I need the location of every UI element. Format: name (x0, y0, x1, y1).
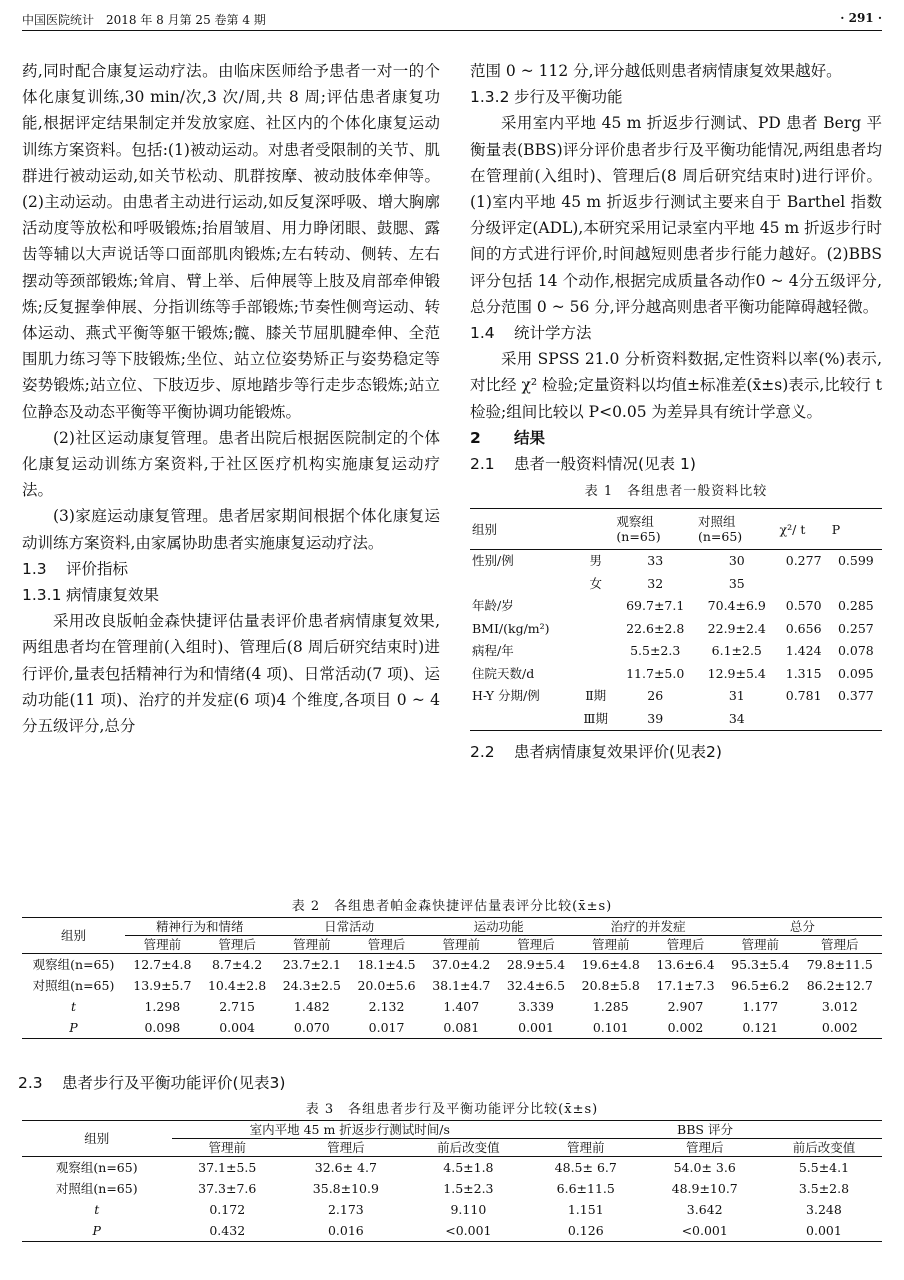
table1-header: 组别 (470, 509, 577, 550)
table-cell: 10.4±2.8 (207, 978, 267, 993)
table-cell: 1.407 (443, 999, 480, 1014)
table-row (470, 618, 882, 641)
sub-header: 管理前 (528, 1139, 643, 1157)
table-row (22, 996, 882, 1017)
subsection-heading: 1.3.2 步行及平衡功能 (470, 88, 623, 107)
dimension-header: 运动功能 (424, 918, 573, 936)
sub-header: 管理后 (798, 936, 882, 954)
table2-caption: 表 2 各组患者帕金森快捷评估量表评分比较(x̄±s) (291, 899, 613, 914)
table-cell: 0.570 (785, 598, 822, 614)
table3-caption: 表 3 各组患者步行及平衡功能评分比较(x̄±s) (305, 1102, 599, 1118)
table-cell: 6.6±11.5 (556, 1181, 615, 1197)
paragraph: 采用室内平地 45 m 折返步行测试、PD 患者 Berg 平衡量表(BBS)评分评价患者步行及平衡功能情况,两组患者均在管理前(入组时)、管理后(8 周后研究结束时)进行评价。(1)室内平地 45 m 折返步行测试主要来自于 Barthel 指数分级评定(ADL),本研究采用记录室内平地 45 m 折返步行时间的方式进行评价,时间越短则患者步行能力越好。(2)BBS 评分包括 14 个动作,根据完成质量各动作0 ~ 4分五级评分,总分范围 0 ~ 56 分,评分越高则患者平衡功能障碍越轻微。 (470, 114, 882, 316)
table-cell (470, 573, 577, 596)
table-cell: 男 (589, 553, 602, 569)
sub-header: 管理后 (499, 936, 574, 954)
table-row (22, 1220, 882, 1242)
table-row (470, 708, 882, 731)
table-cell: P (92, 1223, 101, 1239)
table-cell: 观察组(n=65) (32, 957, 115, 972)
sub-header: 管理前 (573, 936, 648, 954)
table-row (470, 640, 882, 663)
table-cell: 23.7±2.1 (282, 957, 341, 972)
table-cell: Ⅱ期 (585, 688, 607, 704)
dimension-header: 总分 (723, 918, 882, 936)
table-cell: 35 (728, 575, 745, 591)
table-cell: 8.7±4.2 (211, 957, 263, 972)
table-cell: 12.7±4.8 (133, 957, 192, 972)
table-cell: 11.7±5.0 (626, 665, 685, 681)
table-cell: 96.5±6.2 (731, 978, 790, 993)
table-cell: 6.1±2.5 (711, 643, 762, 659)
table-cell: 0.001 (806, 1223, 842, 1239)
table-cell (577, 618, 614, 641)
table-row (470, 550, 882, 573)
table-cell: 28.9±5.4 (506, 957, 566, 972)
group-header: 组别 (22, 918, 125, 954)
table-cell: 观察组(n=65) (55, 1160, 138, 1176)
table-cell: 54.0± 3.6 (673, 1160, 736, 1176)
table-cell: 病程/年 (472, 643, 514, 659)
sub-header: 前后改变值 (409, 1139, 528, 1157)
sub-header: 管理后 (200, 936, 275, 954)
table-cell: 1.298 (144, 999, 181, 1014)
subsection-heading: 1.3.1 病情康复效果 (22, 586, 160, 605)
table-cell: 1.177 (742, 999, 779, 1014)
table-row (22, 1157, 882, 1179)
table-cell: 2.907 (667, 999, 704, 1014)
page-number: · 291 · (840, 11, 882, 25)
table-cell: 1.285 (592, 999, 629, 1014)
table-cell: 0.277 (785, 553, 822, 569)
table-cell: 0.017 (368, 1020, 405, 1035)
sub-header: 管理后 (349, 936, 424, 954)
table-cell (778, 573, 830, 596)
table-cell: 0.081 (443, 1020, 480, 1035)
table-cell: 37.0±4.2 (432, 957, 491, 972)
table-cell: 对照组(n=65) (32, 978, 115, 993)
table-cell: 32.6± 4.7 (314, 1160, 377, 1176)
table-cell: 1.482 (293, 999, 330, 1014)
table-cell: 22.6±2.8 (626, 620, 685, 636)
table-cell: 5.5±4.1 (798, 1160, 850, 1176)
table1-header: P (830, 509, 882, 550)
table-cell: 对照组(n=65) (55, 1181, 138, 1197)
table-cell: 20.8±5.8 (581, 978, 640, 993)
table1-header (577, 509, 614, 550)
table-cell: 20.0±5.6 (357, 978, 416, 993)
table1-header: 对照组 (n=65) (696, 509, 778, 550)
table-cell: 2.715 (219, 999, 255, 1014)
section-heading: 2 结果 (470, 428, 546, 447)
table-cell (577, 663, 614, 686)
table-cell: 0.656 (785, 620, 822, 636)
table-cell: 2.132 (368, 999, 405, 1014)
table-cell: 32.4±6.5 (506, 978, 566, 993)
dimension-header: 精神行为和情绪 (125, 918, 274, 936)
table-cell: 0.285 (837, 598, 874, 614)
table-cell: H-Y 分期/例 (472, 688, 540, 704)
paragraph: 采用 SPSS 21.0 分析资料数据,定性资料以率(%)表示,对比经 χ² 检验;定量资料以均值±标准差(x̄±s)表示,比较行 t 检验;组间比较以 P<0.05 为差异具有统计学意义。 (470, 350, 882, 421)
table-cell: 0.016 (327, 1223, 364, 1239)
table-row (470, 595, 882, 618)
sub-header: 管理前 (274, 936, 349, 954)
section-heading: 2.3 患者步行及平衡功能评价(见表3) (18, 1074, 286, 1092)
table-row (470, 663, 882, 686)
sub-header: 管理前 (424, 936, 499, 954)
table-cell: 0.257 (837, 620, 874, 636)
sub-header: 前后改变值 (766, 1139, 882, 1157)
table-cell: 30 (728, 553, 745, 569)
table-cell: 48.9±10.7 (671, 1181, 738, 1197)
table-cell (577, 595, 614, 618)
table-cell: <0.001 (445, 1223, 492, 1239)
running-header (22, 8, 882, 31)
table-cell: 19.6±4.8 (581, 957, 640, 972)
table-cell: 3.339 (518, 999, 554, 1014)
table-cell: 9.110 (450, 1202, 487, 1218)
table-cell: 12.9±5.4 (707, 665, 766, 681)
table-row (22, 1178, 882, 1199)
table1-header: χ²/ t (778, 509, 830, 550)
table-cell: 0.172 (209, 1202, 246, 1218)
paragraph: 范围 0 ~ 112 分,评分越低则患者病情康复效果越好。 (470, 62, 842, 80)
table-cell (778, 708, 830, 731)
table-cell: t (94, 1202, 100, 1218)
table3 (22, 1120, 882, 1242)
table-cell: 0.377 (837, 688, 874, 704)
table-cell: 31 (728, 688, 745, 704)
table-cell: 26 (647, 688, 664, 704)
paragraph: 药,同时配合康复运动疗法。由临床医师给予患者一对一的个体化康复训练,30 min/次,3 次/周,共 8 周;评估患者康复功能,根据评定结果制定并发放家庭、社区内的个体化康复运动训练方案资料。包括:(1)被动运动。对患者受限制的关节、肌群进行被动运动,如关节松动、肌群按摩、被动肢体牵伸等。(2)主动运动。由患者主动进行运动,如反复深呼吸、增大胸廓活动度等放松和呼吸锻炼;抬眉皱眉、用力睁闭眼、鼓腮、露齿等辅以大声说话等口面部肌肉锻炼;左右转动、侧转、左右摆动等颈部锻炼;耸肩、臂上举、后伸展等上肢及肩部牵伸锻炼;反复握拳伸展、分指训练等手部锻炼;节奏性侧弯运动、转体运动、燕式平衡等躯干锻炼;髋、膝关节屈肌腱牵伸、全范围肌力练习等下肢锻炼;坐位、站立位姿势矫正与姿势稳定等姿势锻炼;站立位、下肢迈步、原地踏步等行走步态锻炼;站立位静态及动态平衡等平衡协调功能锻炼。 (22, 62, 440, 421)
table-cell: 0.002 (667, 1020, 704, 1035)
table-row (22, 975, 882, 996)
table-cell: BMI/(kg/m²) (472, 620, 550, 636)
sub-header: 管理后 (648, 936, 723, 954)
table-cell (470, 708, 577, 731)
table-cell: <0.001 (681, 1223, 728, 1239)
table-cell: 1.315 (785, 665, 822, 681)
table-cell: 0.098 (144, 1020, 181, 1035)
table-cell: 38.1±4.7 (432, 978, 491, 993)
table-cell (830, 573, 882, 596)
section-heading: 1.4 统计学方法 (470, 324, 592, 343)
table-cell: 17.1±7.3 (656, 978, 715, 993)
left-column (22, 58, 440, 739)
table-cell: 48.5± 6.7 (554, 1160, 617, 1176)
table-cell: Ⅲ期 (583, 710, 608, 726)
table-cell: P (69, 1020, 78, 1035)
table-cell (830, 708, 882, 731)
table-cell: 69.7±7.1 (626, 598, 685, 614)
table-cell: t (70, 999, 76, 1014)
sub-header: 管理前 (125, 936, 200, 954)
sub-header: 管理后 (644, 1139, 766, 1157)
dimension-header: 日常活动 (274, 918, 423, 936)
table-cell: 0.432 (209, 1223, 246, 1239)
table-cell: 13.9±5.7 (133, 978, 192, 993)
paragraph: 采用改良版帕金森快捷评估量表评价患者病情康复效果,两组患者均在管理前(入组时)、管理后(8 周后研究结束时)进行评价,量表包括精神行为和情绪(4 项)、日常活动(7 项)、运动功能(11 项)、治疗的并发症(6 项)4 个维度,各项目 0 ~ 4 分五级评分,总分 (22, 612, 440, 736)
table-cell: 0.002 (821, 1020, 858, 1035)
table-cell: 5.5±2.3 (630, 643, 681, 659)
table2 (22, 917, 882, 1039)
table-row (470, 573, 882, 596)
table-cell: 13.6±6.4 (656, 957, 715, 972)
table-cell: 性别/例 (472, 553, 514, 569)
table-cell: 0.078 (837, 643, 874, 659)
table1 (470, 508, 882, 731)
table1-header: 观察组 (n=65) (614, 509, 696, 550)
table-cell: 35.8±10.9 (312, 1181, 379, 1197)
table-cell: 0.126 (567, 1223, 604, 1239)
dimension-header: 室内平地 45 m 折返步行测试时间/s (172, 1121, 529, 1139)
dimension-header: BBS 评分 (528, 1121, 882, 1139)
dimension-header: 治疗的并发症 (573, 918, 722, 936)
table-cell: 年龄/岁 (472, 598, 514, 614)
table-cell: 79.8±11.5 (806, 957, 873, 972)
table-cell: 3.248 (806, 1202, 842, 1218)
table-cell: 32 (647, 575, 664, 591)
table-row (22, 954, 882, 976)
paragraph: (2)社区运动康复管理。患者出院后根据医院制定的个体化康复运动训练方案资料,于社区医疗机构实施康复运动疗法。 (22, 428, 440, 500)
table-cell: 0.101 (592, 1020, 629, 1035)
table-cell: 0.095 (837, 665, 874, 681)
table-cell: 95.3±5.4 (731, 957, 790, 972)
right-column (470, 58, 882, 766)
table-cell: 39 (647, 710, 664, 726)
table-cell: 1.5±2.3 (443, 1181, 494, 1197)
table-cell: 70.4±6.9 (707, 598, 766, 614)
table-cell: 3.012 (821, 999, 858, 1014)
table-cell: 2.173 (327, 1202, 364, 1218)
sub-header: 管理前 (723, 936, 798, 954)
table2-block (22, 893, 882, 1039)
table-cell (577, 640, 614, 663)
table-cell: 0.599 (837, 553, 874, 569)
journal-info: 中国医院统计 2018 年 8 月第 25 卷第 4 期 (22, 13, 266, 27)
table-cell: 24.3±2.5 (282, 978, 341, 993)
table-cell: 0.781 (785, 688, 822, 704)
subsection-heading: 2.1 患者一般资料情况(见表 1) (470, 455, 696, 474)
table-row (470, 685, 882, 708)
table-cell: 0.070 (293, 1020, 330, 1035)
group-header: 组别 (22, 1121, 172, 1157)
sub-header: 管理前 (172, 1139, 283, 1157)
table-cell: 22.9±2.4 (707, 620, 766, 636)
table-cell: 0.001 (518, 1020, 554, 1035)
table-cell: 4.5±1.8 (443, 1160, 494, 1176)
table-cell: 女 (589, 575, 602, 591)
section-heading: 1.3 评价指标 (22, 559, 129, 578)
table-cell: 3.642 (686, 1202, 723, 1218)
table-cell: 37.3±7.6 (198, 1181, 257, 1197)
table-cell: 34 (728, 710, 745, 726)
table-row (22, 1199, 882, 1220)
table-cell: 18.1±4.5 (357, 957, 416, 972)
table-cell: 1.151 (567, 1202, 604, 1218)
sub-header: 管理后 (283, 1139, 409, 1157)
table-cell: 0.004 (219, 1020, 255, 1035)
table-cell: 33 (647, 553, 664, 569)
table-cell: 住院天数/d (472, 665, 535, 681)
table3-block (18, 1070, 882, 1242)
table-cell: 3.5±2.8 (798, 1181, 850, 1197)
table-cell: 86.2±12.7 (806, 978, 873, 993)
subsection-heading: 2.2 患者病情康复效果评价(见表2) (470, 743, 722, 762)
table-cell: 1.424 (785, 643, 822, 659)
table1-caption: 表 1 各组患者一般资料比较 (584, 484, 768, 500)
table-cell: 0.121 (742, 1020, 779, 1035)
table-row (22, 1017, 882, 1039)
paragraph: (3)家庭运动康复管理。患者居家期间根据个体化康复运动训练方案资料,由家属协助患者实施康复运动疗法。 (22, 507, 440, 552)
table-cell: 37.1±5.5 (198, 1160, 257, 1176)
